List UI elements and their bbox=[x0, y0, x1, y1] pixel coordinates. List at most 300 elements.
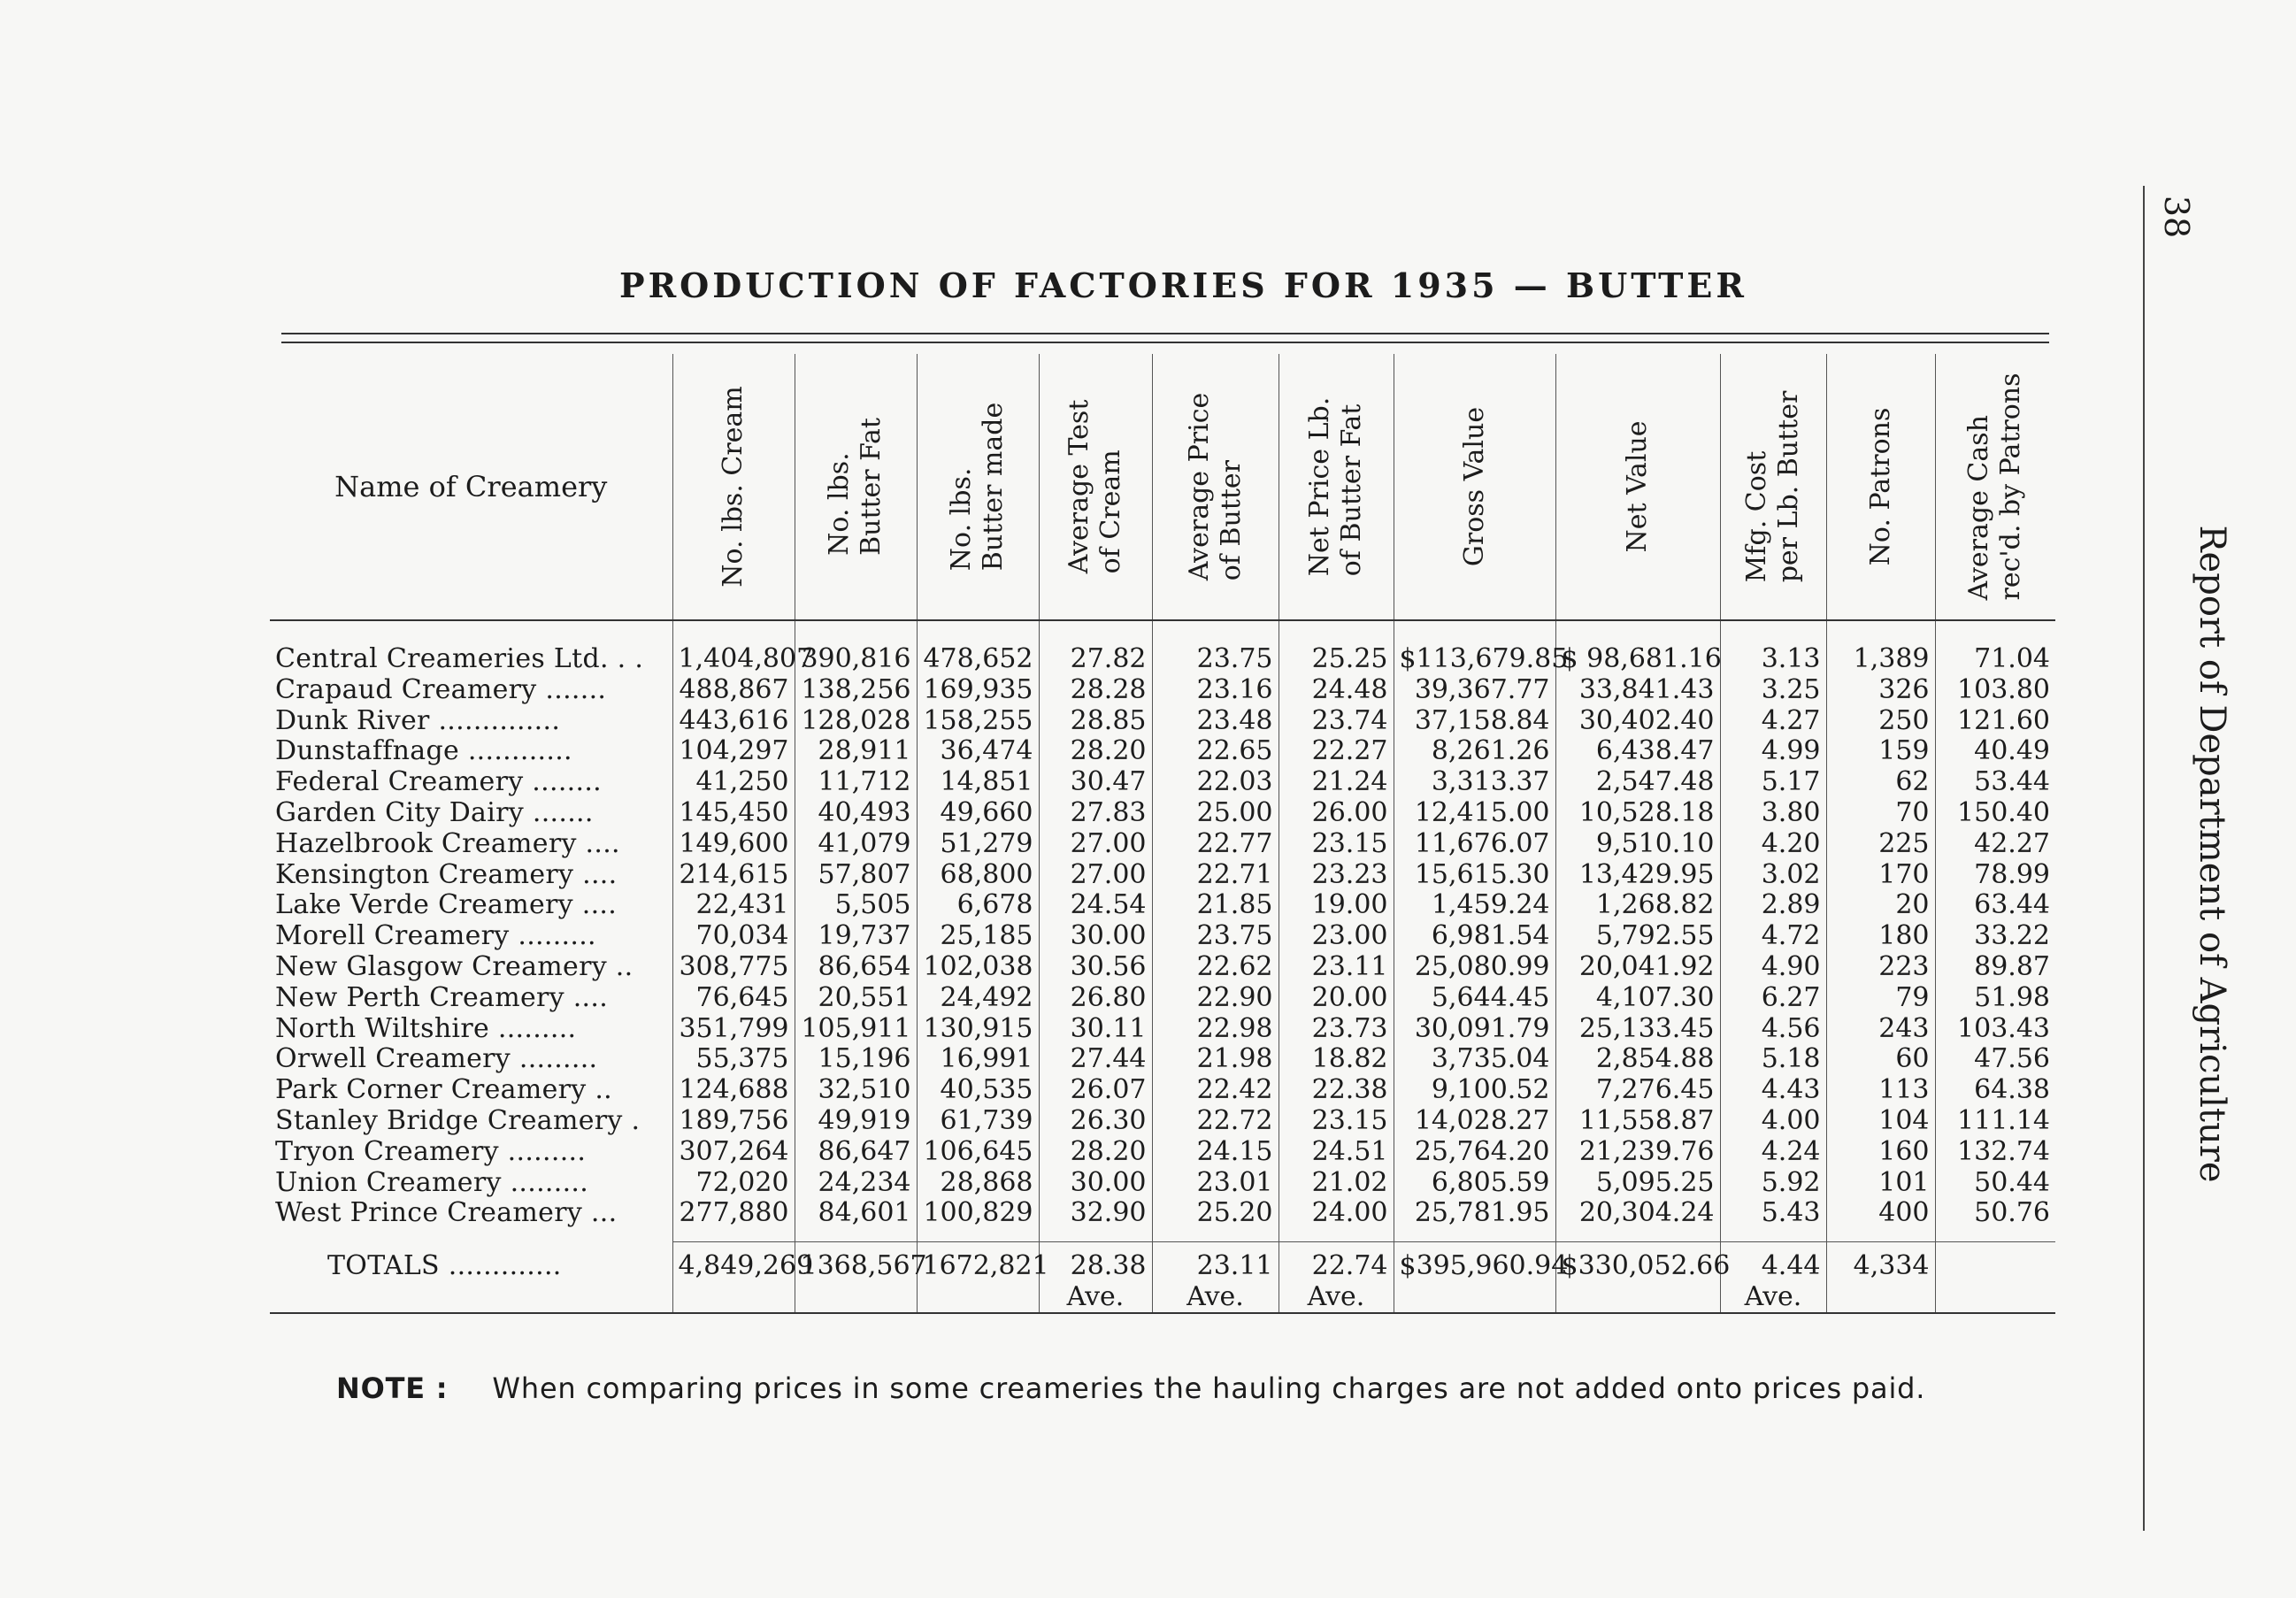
cell-mfg-cost: 5.18 bbox=[1720, 1044, 1826, 1075]
header-lbs-cream bbox=[672, 354, 795, 620]
cell-gross-value: 25,764.20 bbox=[1394, 1137, 1555, 1168]
cell-avg-test: 27.00 bbox=[1039, 860, 1152, 891]
table-totals-section bbox=[270, 1229, 2055, 1319]
cell-patrons: 326 bbox=[1826, 675, 1935, 706]
cell-mfg-cost: 4.90 bbox=[1720, 952, 1826, 983]
cell-avg-price: 22.77 bbox=[1152, 829, 1279, 860]
cell-butter-made: 106,645 bbox=[917, 1137, 1039, 1168]
cell-avg-cash: 63.44 bbox=[1935, 890, 2055, 921]
cell-cream: 22,431 bbox=[672, 890, 795, 921]
cell-avg-test: 32.90 bbox=[1039, 1198, 1152, 1229]
footnote bbox=[336, 1371, 2044, 1405]
cell-mfg-cost: 2.89 bbox=[1720, 890, 1826, 921]
header-patrons-label: No. Patrons bbox=[1864, 407, 1896, 566]
page-number: 38 bbox=[2157, 195, 2196, 239]
cell-gross-value: 15,615.30 bbox=[1394, 860, 1555, 891]
cell-avg-test: 27.00 bbox=[1039, 829, 1152, 860]
ave-label-avg-price: Ave. bbox=[1152, 1282, 1279, 1313]
cell-butter-fat: 105,911 bbox=[795, 1014, 917, 1045]
header-net-price bbox=[1279, 354, 1394, 620]
cell-butter-fat: 5,505 bbox=[795, 890, 917, 921]
cell-avg-cash: 42.27 bbox=[1935, 829, 2055, 860]
cell-butter-made: 478,652 bbox=[917, 644, 1039, 675]
cell-butter-fat: 86,654 bbox=[795, 952, 917, 983]
totals-average-row bbox=[270, 1282, 2055, 1313]
cell-name: Garden City Dairy ....... bbox=[275, 796, 594, 828]
cell-net-price: 21.02 bbox=[1279, 1168, 1394, 1199]
cell-gross-value: 14,028.27 bbox=[1394, 1106, 1555, 1137]
cell-net-value: 30,402.40 bbox=[1555, 706, 1720, 737]
cell-net-price: 18.82 bbox=[1279, 1044, 1394, 1075]
cell-cream: 277,880 bbox=[672, 1198, 795, 1229]
cell-net-price: 23.23 bbox=[1279, 860, 1394, 891]
ave-label-avg-test: Ave. bbox=[1039, 1282, 1152, 1313]
totals-butter-made: 1672,821 bbox=[917, 1251, 1039, 1282]
table-row bbox=[270, 1044, 2055, 1075]
cell-patrons: 160 bbox=[1826, 1137, 1935, 1168]
cell-cream: 351,799 bbox=[672, 1014, 795, 1045]
cell-avg-cash: 89.87 bbox=[1935, 952, 2055, 983]
cell-cream: 307,264 bbox=[672, 1137, 795, 1168]
table-row bbox=[270, 860, 2055, 891]
cell-net-price: 25.25 bbox=[1279, 644, 1394, 675]
table-bottom-rule bbox=[270, 1313, 2055, 1319]
cell-cream: 104,297 bbox=[672, 736, 795, 767]
cell-butter-fat: 138,256 bbox=[795, 675, 917, 706]
table-row bbox=[270, 1106, 2055, 1137]
cell-net-value: 4,107.30 bbox=[1555, 983, 1720, 1014]
cell-net-price: 23.74 bbox=[1279, 706, 1394, 737]
cell-cream: 145,450 bbox=[672, 798, 795, 829]
cell-patrons: 60 bbox=[1826, 1044, 1935, 1075]
cell-gross-value: 25,080.99 bbox=[1394, 952, 1555, 983]
cell-avg-cash: 150.40 bbox=[1935, 798, 2055, 829]
cell-avg-test: 28.85 bbox=[1039, 706, 1152, 737]
totals-gross-value: $395,960.94 bbox=[1394, 1251, 1555, 1282]
cell-avg-test: 27.83 bbox=[1039, 798, 1152, 829]
header-gross-value-label: Gross Value bbox=[1458, 406, 1490, 567]
table-row bbox=[270, 1168, 2055, 1199]
cell-cream: 488,867 bbox=[672, 675, 795, 706]
cell-butter-fat: 24,234 bbox=[795, 1168, 917, 1199]
cell-butter-fat: 19,737 bbox=[795, 921, 917, 952]
cell-net-value: 11,558.87 bbox=[1555, 1106, 1720, 1137]
header-average-test-line1: Average Test bbox=[1064, 399, 1094, 574]
totals-butter-fat: 1368,567 bbox=[795, 1251, 917, 1282]
cell-net-price: 24.48 bbox=[1279, 675, 1394, 706]
cell-net-price: 23.15 bbox=[1279, 1106, 1394, 1137]
header-net-price-line1: Net Price Lb. bbox=[1304, 396, 1335, 577]
cell-butter-made: 61,739 bbox=[917, 1106, 1039, 1137]
cell-name: Crapaud Creamery ....... bbox=[275, 673, 607, 705]
cell-gross-value: 9,100.52 bbox=[1394, 1075, 1555, 1106]
cell-mfg-cost: 4.24 bbox=[1720, 1137, 1826, 1168]
cell-cream: 41,250 bbox=[672, 767, 795, 798]
cell-butter-made: 158,255 bbox=[917, 706, 1039, 737]
cell-net-value: 25,133.45 bbox=[1555, 1014, 1720, 1045]
cell-avg-price: 23.48 bbox=[1152, 706, 1279, 737]
cell-net-price: 23.73 bbox=[1279, 1014, 1394, 1045]
cell-net-value: 20,041.92 bbox=[1555, 952, 1720, 983]
cell-name: New Perth Creamery .... bbox=[275, 981, 609, 1013]
page-title: PRODUCTION OF FACTORIES FOR 1935 — BUTTER bbox=[619, 265, 1747, 305]
cell-cream: 189,756 bbox=[672, 1106, 795, 1137]
cell-patrons: 170 bbox=[1826, 860, 1935, 891]
cell-cream: 443,616 bbox=[672, 706, 795, 737]
cell-butter-made: 40,535 bbox=[917, 1075, 1039, 1106]
header-net-value bbox=[1555, 354, 1720, 620]
cell-gross-value: 1,459.24 bbox=[1394, 890, 1555, 921]
cell-avg-test: 26.80 bbox=[1039, 983, 1152, 1014]
cell-avg-cash: 53.44 bbox=[1935, 767, 2055, 798]
cell-patrons: 223 bbox=[1826, 952, 1935, 983]
cell-mfg-cost: 3.25 bbox=[1720, 675, 1826, 706]
cell-avg-cash: 33.22 bbox=[1935, 921, 2055, 952]
cell-butter-fat: 15,196 bbox=[795, 1044, 917, 1075]
table-row bbox=[270, 952, 2055, 983]
cell-avg-cash: 71.04 bbox=[1935, 644, 2055, 675]
cell-patrons: 104 bbox=[1826, 1106, 1935, 1137]
cell-butter-made: 28,868 bbox=[917, 1168, 1039, 1199]
cell-net-value: 2,547.48 bbox=[1555, 767, 1720, 798]
cell-avg-price: 22.71 bbox=[1152, 860, 1279, 891]
totals-patrons: 4,334 bbox=[1826, 1251, 1935, 1282]
cell-net-price: 24.51 bbox=[1279, 1137, 1394, 1168]
side-running-title-text: Report of Department of Agriculture bbox=[2192, 525, 2232, 1183]
header-lbs-butter-fat-line2: Butter Fat bbox=[856, 418, 887, 556]
totals-row bbox=[270, 1251, 2055, 1282]
cell-patrons: 70 bbox=[1826, 798, 1935, 829]
cell-mfg-cost: 5.43 bbox=[1720, 1198, 1826, 1229]
cell-mfg-cost: 4.72 bbox=[1720, 921, 1826, 952]
cell-net-value: 9,510.10 bbox=[1555, 829, 1720, 860]
cell-avg-price: 21.98 bbox=[1152, 1044, 1279, 1075]
cell-avg-cash: 111.14 bbox=[1935, 1106, 2055, 1137]
cell-gross-value: 12,415.00 bbox=[1394, 798, 1555, 829]
cell-avg-test: 30.56 bbox=[1039, 952, 1152, 983]
cell-avg-test: 30.00 bbox=[1039, 1168, 1152, 1199]
cell-butter-fat: 390,816 bbox=[795, 644, 917, 675]
cell-avg-cash: 50.44 bbox=[1935, 1168, 2055, 1199]
cell-butter-fat: 40,493 bbox=[795, 798, 917, 829]
table-row bbox=[270, 675, 2055, 706]
totals-avg-price: 23.11 bbox=[1152, 1251, 1279, 1282]
cell-avg-test: 28.28 bbox=[1039, 675, 1152, 706]
cell-avg-price: 22.62 bbox=[1152, 952, 1279, 983]
cell-avg-cash: 132.74 bbox=[1935, 1137, 2055, 1168]
cell-mfg-cost: 6.27 bbox=[1720, 983, 1826, 1014]
cell-net-price: 26.00 bbox=[1279, 798, 1394, 829]
table-row bbox=[270, 983, 2055, 1014]
cell-patrons: 62 bbox=[1826, 767, 1935, 798]
cell-net-value: 5,095.25 bbox=[1555, 1168, 1720, 1199]
totals-avg-test: 28.38 bbox=[1039, 1251, 1152, 1282]
header-net-price-line2: of Butter Fat bbox=[1336, 403, 1367, 577]
totals-avg-cash bbox=[1935, 1251, 2055, 1282]
cell-butter-fat: 86,647 bbox=[795, 1137, 917, 1168]
cell-mfg-cost: 3.13 bbox=[1720, 644, 1826, 675]
cell-name: West Prince Creamery ... bbox=[275, 1197, 618, 1229]
cell-mfg-cost: 4.56 bbox=[1720, 1014, 1826, 1045]
cell-butter-made: 6,678 bbox=[917, 890, 1039, 921]
cell-avg-test: 27.82 bbox=[1039, 644, 1152, 675]
header-average-test bbox=[1039, 354, 1152, 620]
totals-mfg-cost: 4.44 bbox=[1720, 1251, 1826, 1282]
cell-butter-fat: 84,601 bbox=[795, 1198, 917, 1229]
cell-net-price: 24.00 bbox=[1279, 1198, 1394, 1229]
cell-butter-made: 130,915 bbox=[917, 1014, 1039, 1045]
cell-avg-cash: 40.49 bbox=[1935, 736, 2055, 767]
cell-butter-fat: 28,911 bbox=[795, 736, 917, 767]
cell-gross-value: 30,091.79 bbox=[1394, 1014, 1555, 1045]
cell-net-value: 10,528.18 bbox=[1555, 798, 1720, 829]
cell-avg-cash: 103.80 bbox=[1935, 675, 2055, 706]
cell-net-value: 5,792.55 bbox=[1555, 921, 1720, 952]
title-rule bbox=[281, 333, 2049, 334]
cell-butter-made: 169,935 bbox=[917, 675, 1039, 706]
cell-cream: 308,775 bbox=[672, 952, 795, 983]
footnote-label: NOTE : bbox=[336, 1371, 449, 1405]
table-row bbox=[270, 1014, 2055, 1045]
cell-name: Orwell Creamery ......... bbox=[275, 1043, 598, 1075]
cell-name: Park Corner Creamery .. bbox=[275, 1074, 613, 1106]
cell-net-value: 7,276.45 bbox=[1555, 1075, 1720, 1106]
cell-gross-value: 3,735.04 bbox=[1394, 1044, 1555, 1075]
cell-avg-cash: 78.99 bbox=[1935, 860, 2055, 891]
cell-mfg-cost: 4.20 bbox=[1720, 829, 1826, 860]
cell-name: Dunk River .............. bbox=[275, 704, 561, 736]
header-mfg-cost-line2: per Lb. Butter bbox=[1773, 390, 1804, 583]
header-bottom-rule bbox=[270, 620, 2055, 644]
cell-net-price: 23.00 bbox=[1279, 921, 1394, 952]
cell-cream: 1,404,807 bbox=[672, 644, 795, 675]
cell-patrons: 159 bbox=[1826, 736, 1935, 767]
ave-label-mfg-cost: Ave. bbox=[1720, 1282, 1826, 1313]
cell-butter-made: 49,660 bbox=[917, 798, 1039, 829]
cell-patrons: 400 bbox=[1826, 1198, 1935, 1229]
cell-avg-cash: 121.60 bbox=[1935, 706, 2055, 737]
cell-name: Morell Creamery ......... bbox=[275, 920, 596, 952]
header-lbs-butter-made-line2: Butter made bbox=[978, 402, 1009, 572]
cell-avg-cash: 50.76 bbox=[1935, 1198, 2055, 1229]
cell-mfg-cost: 3.80 bbox=[1720, 798, 1826, 829]
cell-mfg-cost: 4.00 bbox=[1720, 1106, 1826, 1137]
cell-name: Lake Verde Creamery .... bbox=[275, 889, 618, 921]
cell-avg-price: 24.15 bbox=[1152, 1137, 1279, 1168]
cell-net-value: 33,841.43 bbox=[1555, 675, 1720, 706]
cell-avg-test: 24.54 bbox=[1039, 890, 1152, 921]
cell-patrons: 180 bbox=[1826, 921, 1935, 952]
cell-butter-made: 51,279 bbox=[917, 829, 1039, 860]
cell-avg-price: 22.42 bbox=[1152, 1075, 1279, 1106]
cell-butter-made: 102,038 bbox=[917, 952, 1039, 983]
cell-butter-made: 24,492 bbox=[917, 983, 1039, 1014]
cell-cream: 76,645 bbox=[672, 983, 795, 1014]
cell-avg-cash: 51.98 bbox=[1935, 983, 2055, 1014]
cell-butter-made: 14,851 bbox=[917, 767, 1039, 798]
cell-gross-value: 6,981.54 bbox=[1394, 921, 1555, 952]
header-average-price-line1: Average Price bbox=[1183, 392, 1215, 581]
cell-patrons: 20 bbox=[1826, 890, 1935, 921]
cell-avg-test: 26.07 bbox=[1039, 1075, 1152, 1106]
cell-mfg-cost: 4.27 bbox=[1720, 706, 1826, 737]
cell-butter-fat: 32,510 bbox=[795, 1075, 917, 1106]
cell-net-price: 23.11 bbox=[1279, 952, 1394, 983]
header-lbs-cream-label: No. lbs. Cream bbox=[718, 386, 749, 588]
cell-cream: 72,020 bbox=[672, 1168, 795, 1199]
header-average-price bbox=[1152, 354, 1279, 620]
cell-butter-made: 25,185 bbox=[917, 921, 1039, 952]
cell-cream: 55,375 bbox=[672, 1044, 795, 1075]
cell-butter-fat: 11,712 bbox=[795, 767, 917, 798]
totals-cream: 4,849,269 bbox=[672, 1251, 795, 1282]
cell-net-value: 2,854.88 bbox=[1555, 1044, 1720, 1075]
cell-patrons: 113 bbox=[1826, 1075, 1935, 1106]
cell-name: Central Creameries Ltd. . . bbox=[275, 643, 644, 674]
header-average-cash bbox=[1935, 354, 2055, 620]
cell-avg-test: 30.11 bbox=[1039, 1014, 1152, 1045]
cell-avg-cash: 64.38 bbox=[1935, 1075, 2055, 1106]
cell-avg-cash: 47.56 bbox=[1935, 1044, 2055, 1075]
cell-butter-fat: 128,028 bbox=[795, 706, 917, 737]
table-row bbox=[270, 1075, 2055, 1106]
cell-avg-price: 23.01 bbox=[1152, 1168, 1279, 1199]
cell-name: Dunstaffnage ............ bbox=[275, 735, 572, 767]
cell-butter-made: 100,829 bbox=[917, 1198, 1039, 1229]
side-running-title bbox=[2185, 509, 2238, 1199]
cell-name: New Glasgow Creamery .. bbox=[275, 950, 634, 982]
cell-patrons: 225 bbox=[1826, 829, 1935, 860]
header-lbs-butter-fat-line1: No. lbs. bbox=[824, 452, 855, 556]
cell-avg-cash: 103.43 bbox=[1935, 1014, 2055, 1045]
cell-mfg-cost: 5.92 bbox=[1720, 1168, 1826, 1199]
cell-cream: 70,034 bbox=[672, 921, 795, 952]
cell-avg-test: 27.44 bbox=[1039, 1044, 1152, 1075]
cell-patrons: 250 bbox=[1826, 706, 1935, 737]
cell-gross-value: $113,679.85 bbox=[1394, 644, 1555, 675]
table-row bbox=[270, 829, 2055, 860]
ave-label-net-price: Ave. bbox=[1279, 1282, 1394, 1313]
header-average-cash-line1: Average Cash bbox=[1963, 415, 1995, 601]
cell-net-price: 22.38 bbox=[1279, 1075, 1394, 1106]
header-average-cash-line2: rec'd. by Patrons bbox=[1995, 373, 2027, 601]
table-row bbox=[270, 798, 2055, 829]
cell-mfg-cost: 3.02 bbox=[1720, 860, 1826, 891]
cell-avg-price: 25.00 bbox=[1152, 798, 1279, 829]
cell-avg-price: 23.75 bbox=[1152, 921, 1279, 952]
cell-gross-value: 39,367.77 bbox=[1394, 675, 1555, 706]
header-gross-value bbox=[1394, 354, 1555, 620]
cell-butter-made: 68,800 bbox=[917, 860, 1039, 891]
cell-cream: 149,600 bbox=[672, 829, 795, 860]
cell-name: Kensington Creamery .... bbox=[275, 858, 618, 890]
cell-cream: 214,615 bbox=[672, 860, 795, 891]
cell-name: Federal Creamery ........ bbox=[275, 766, 602, 798]
cell-avg-price: 22.72 bbox=[1152, 1106, 1279, 1137]
cell-mfg-cost: 5.17 bbox=[1720, 767, 1826, 798]
cell-net-price: 19.00 bbox=[1279, 890, 1394, 921]
cell-butter-made: 16,991 bbox=[917, 1044, 1039, 1075]
cell-gross-value: 25,781.95 bbox=[1394, 1198, 1555, 1229]
cell-name: Tryon Creamery ......... bbox=[275, 1135, 587, 1167]
cell-avg-price: 25.20 bbox=[1152, 1198, 1279, 1229]
cell-avg-price: 22.03 bbox=[1152, 767, 1279, 798]
cell-gross-value: 5,644.45 bbox=[1394, 983, 1555, 1014]
table-row bbox=[270, 1198, 2055, 1229]
cell-net-value: 13,429.95 bbox=[1555, 860, 1720, 891]
footnote-text: When comparing prices in some creameries the hauling charges are not added onto prices paid. bbox=[492, 1371, 1926, 1405]
cell-butter-fat: 57,807 bbox=[795, 860, 917, 891]
cell-avg-price: 22.65 bbox=[1152, 736, 1279, 767]
cell-mfg-cost: 4.43 bbox=[1720, 1075, 1826, 1106]
cell-avg-test: 28.20 bbox=[1039, 1137, 1152, 1168]
cell-avg-price: 22.90 bbox=[1152, 983, 1279, 1014]
cell-avg-price: 22.98 bbox=[1152, 1014, 1279, 1045]
header-mfg-cost-line1: Mfg. Cost bbox=[1741, 450, 1772, 583]
cell-patrons: 79 bbox=[1826, 983, 1935, 1014]
cell-patrons: 1,389 bbox=[1826, 644, 1935, 675]
table-row bbox=[270, 706, 2055, 737]
cell-gross-value: 11,676.07 bbox=[1394, 829, 1555, 860]
cell-mfg-cost: 4.99 bbox=[1720, 736, 1826, 767]
cell-avg-price: 23.16 bbox=[1152, 675, 1279, 706]
cell-gross-value: 3,313.37 bbox=[1394, 767, 1555, 798]
cell-avg-test: 28.20 bbox=[1039, 736, 1152, 767]
table-row bbox=[270, 644, 2055, 675]
header-lbs-butter-made-line1: No. lbs. bbox=[946, 467, 977, 572]
header-average-price-line2: of Butter bbox=[1215, 460, 1247, 581]
cell-gross-value: 8,261.26 bbox=[1394, 736, 1555, 767]
header-mfg-cost bbox=[1720, 354, 1826, 620]
cell-cream: 124,688 bbox=[672, 1075, 795, 1106]
cell-avg-test: 30.47 bbox=[1039, 767, 1152, 798]
totals-net-price: 22.74 bbox=[1279, 1251, 1394, 1282]
cell-patrons: 101 bbox=[1826, 1168, 1935, 1199]
cell-butter-fat: 41,079 bbox=[795, 829, 917, 860]
cell-name: Union Creamery ......... bbox=[275, 1166, 589, 1198]
table-row bbox=[270, 890, 2055, 921]
table-body bbox=[270, 620, 2055, 1229]
cell-name: Hazelbrook Creamery .... bbox=[275, 827, 620, 859]
table-header bbox=[270, 354, 2055, 620]
header-patrons bbox=[1826, 354, 1935, 620]
header-name-of-creamery: Name of Creamery bbox=[334, 470, 608, 503]
header-net-value-label: Net Value bbox=[1622, 420, 1653, 553]
totals-label: TOTALS ............. bbox=[327, 1250, 562, 1282]
header-lbs-butter-fat bbox=[795, 354, 917, 620]
header-average-test-line2: of Cream bbox=[1095, 449, 1126, 574]
title-rule-second bbox=[281, 342, 2049, 343]
cell-net-price: 22.27 bbox=[1279, 736, 1394, 767]
cell-name: North Wiltshire ......... bbox=[275, 1012, 577, 1044]
cell-butter-made: 36,474 bbox=[917, 736, 1039, 767]
cell-gross-value: 37,158.84 bbox=[1394, 706, 1555, 737]
table-row bbox=[270, 736, 2055, 767]
cell-net-value: 1,268.82 bbox=[1555, 890, 1720, 921]
cell-net-price: 23.15 bbox=[1279, 829, 1394, 860]
cell-net-value: 20,304.24 bbox=[1555, 1198, 1720, 1229]
cell-net-value: $ 98,681.16 bbox=[1555, 644, 1720, 675]
cell-avg-price: 23.75 bbox=[1152, 644, 1279, 675]
table-row bbox=[270, 1137, 2055, 1168]
side-margin-rule bbox=[2143, 186, 2145, 1531]
cell-gross-value: 6,805.59 bbox=[1394, 1168, 1555, 1199]
cell-avg-price: 21.85 bbox=[1152, 890, 1279, 921]
cell-net-price: 20.00 bbox=[1279, 983, 1394, 1014]
cell-avg-test: 30.00 bbox=[1039, 921, 1152, 952]
header-lbs-butter-made bbox=[917, 354, 1039, 620]
table-row bbox=[270, 767, 2055, 798]
